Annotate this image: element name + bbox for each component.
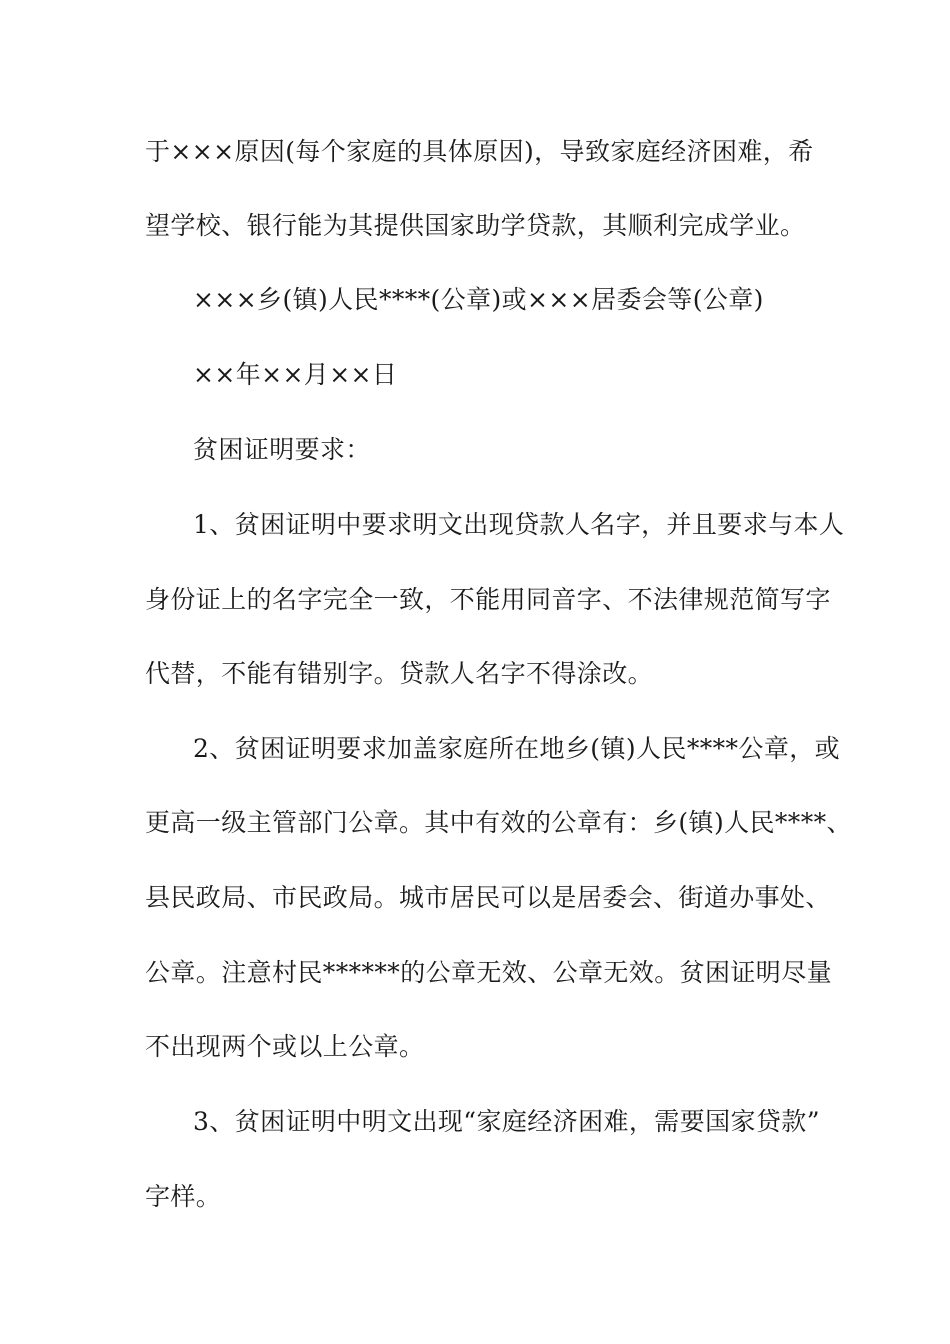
requirement-2-line: 不出现两个或以上公章。 [145, 1032, 425, 1061]
requirement-1-line: 代替，不能有错别字。贷款人名字不得涂改。 [145, 659, 654, 688]
section-heading: 贫困证明要求： [193, 435, 371, 464]
requirement-2-line: 2、贫困证明要求加盖家庭所在地乡(镇)人民****公章，或 [193, 734, 841, 763]
requirement-2-line: 公章。注意村民******的公章无效、公章无效。贫困证明尽量 [145, 958, 833, 987]
seal-line: ×××乡(镇)人民****(公章)或×××居委会等(公章) [193, 285, 764, 314]
date-line: ××年××月××日 [193, 360, 398, 389]
requirement-1-line: 1、贫困证明中要求明文出现贷款人名字，并且要求与本人 [193, 510, 845, 539]
requirement-1-line: 身份证上的名字完全一致，不能用同音字、不法律规范简写字 [145, 585, 831, 614]
paragraph-line: 于×××原因(每个家庭的具体原因)，导致家庭经济困难，希 [145, 137, 814, 166]
requirement-3-line: 字样。 [145, 1182, 222, 1211]
requirement-3-line: 3、贫困证明中明文出现“家庭经济困难，需要国家贷款” [193, 1107, 820, 1136]
paragraph-line: 望学校、银行能为其提供国家助学贷款，其顺利完成学业。 [145, 211, 806, 240]
requirement-2-line: 更高一级主管部门公章。其中有效的公章有：乡(镇)人民****、 [145, 808, 852, 837]
requirement-2-line: 县民政局、市民政局。城市居民可以是居委会、街道办事处、 [145, 883, 831, 912]
